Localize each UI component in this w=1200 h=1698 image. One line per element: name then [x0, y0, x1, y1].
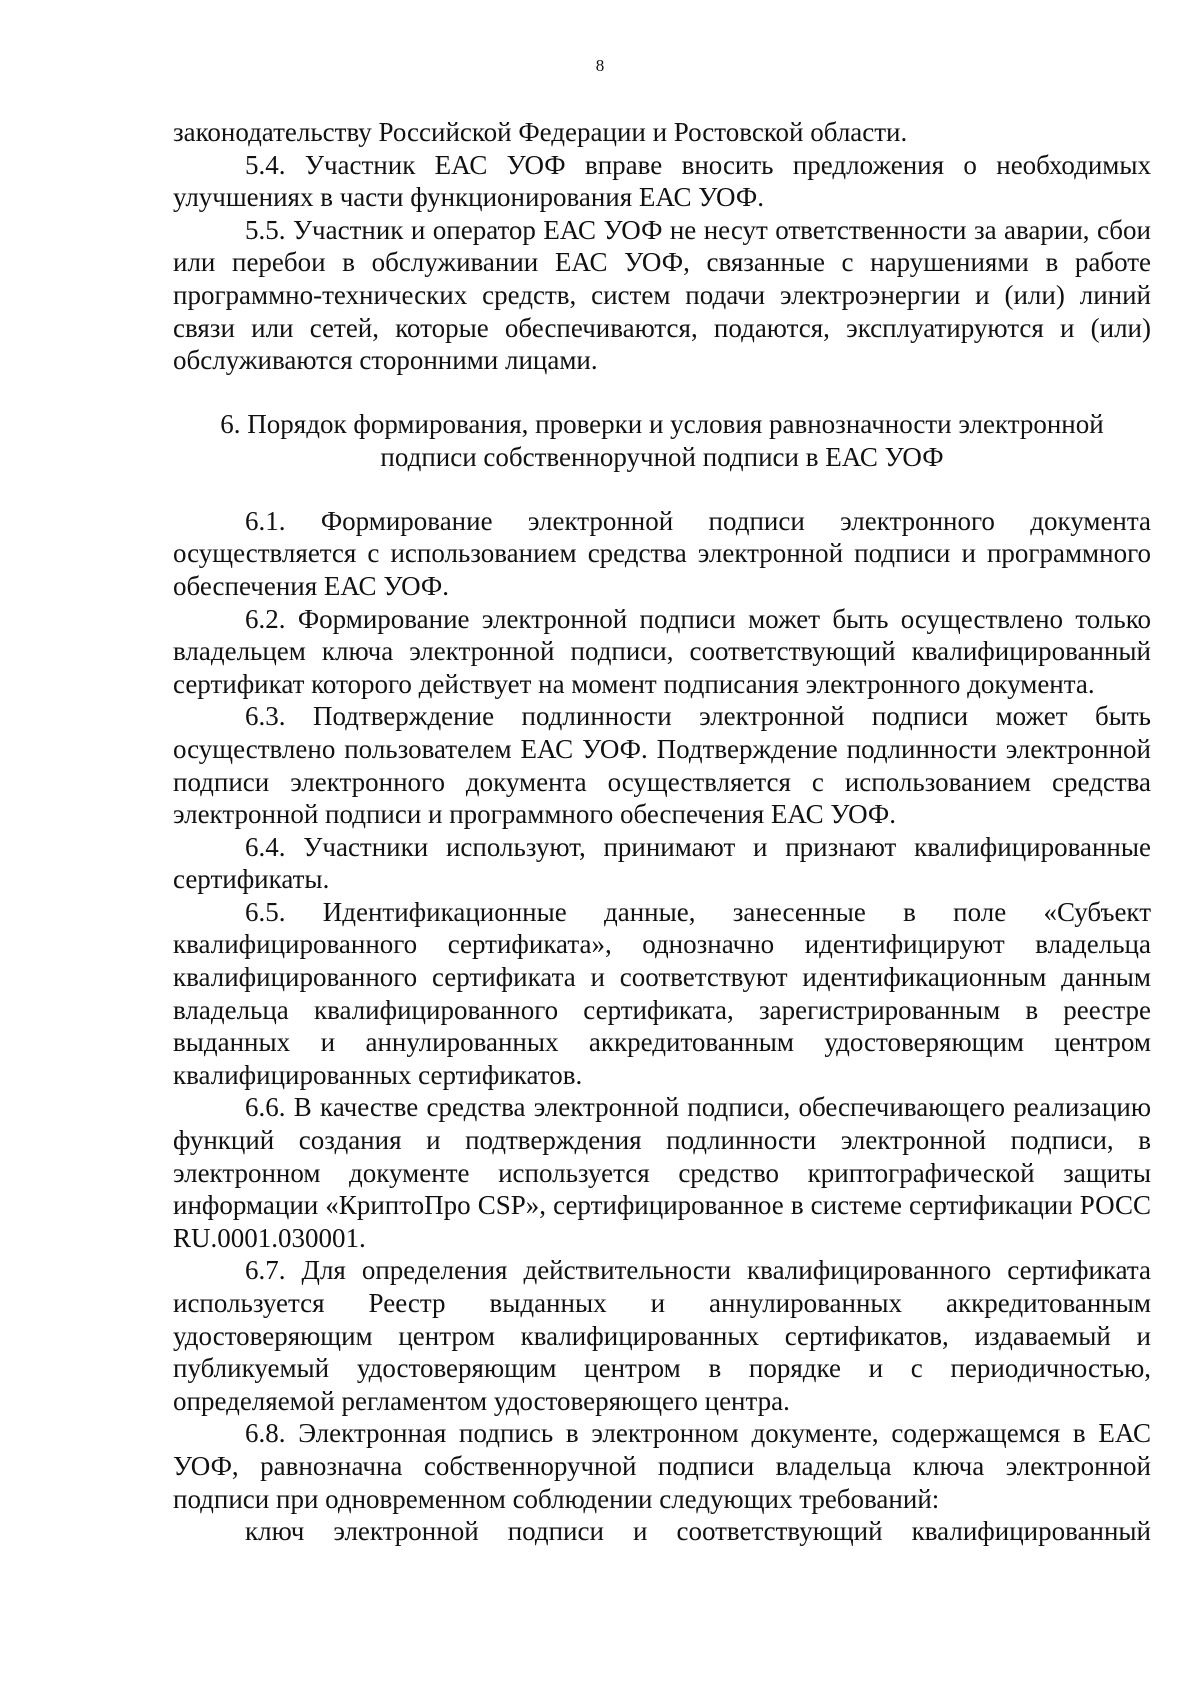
paragraph-6-6: 6.6. В качестве средства электронной подписи, обеспечивающего реализацию функций создания и подтверждения подлинности электронной подписи, в электронном документе используется средство криптографической защиты информации «КриптоПро CSP», сертифицированное в системе сертификации РОСС RU.0001.030001.: [173, 1092, 1151, 1253]
paragraph-6-4: 6.4. Участники используют, принимают и признают квалифицированные сертификаты.: [173, 831, 1151, 895]
paragraph-6-2: 6.2. Формирование электронной подписи может быть осуществлено только владельцем ключа электронной подписи, соответствующий квалифицированный сертификат которого действует на момент подписания электронного документа.: [173, 603, 1151, 699]
paragraph-5-5: 5.5. Участник и оператор ЕАС УОФ не несут ответственности за аварии, сбои или перебои в обслуживании ЕАС УОФ, связанные с нарушениями в работе программно-технических средств, систем подачи электроэнергии и (или) линий связи или сетей, которые обеспечиваются, подаются, эксплуатируются и (или) обслуживаются сторонними лицами.: [173, 214, 1151, 376]
paragraph-6-5: 6.5. Идентификационные данные, занесенные в поле «Субъект квалифицированного сертификата», однозначно идентифицируют владельца квалифицированного сертификата и соответствуют идентификационным данным владельца квалифицированного сертификата, зарегистрированным в реестре выданных и аннулированных аккредитованным удостоверяющим центром квалифицированных сертификатов.: [173, 896, 1151, 1090]
paragraph-6-8: 6.8. Электронная подпись в электронном документе, содержащемся в ЕАС УОФ, равнозначна собственноручной подписи владельца ключа электронной подписи при одновременном соблюдении следующих требований:: [173, 1418, 1151, 1514]
paragraph-continuation: законодательству Российской Федерации и Ростовской области.: [173, 117, 908, 147]
paragraph-list-item: ключ электронной подписи и соответствующий квалифицированный: [245, 1516, 1151, 1547]
paragraph-6-1: 6.1. Формирование электронной подписи электронного документа осуществляется с использованием средства электронной подписи и программного обеспечения ЕАС УОФ.: [173, 505, 1151, 601]
document-body: [173, 116, 1151, 1548]
section-heading: [173, 408, 1151, 474]
paragraph-6-3: 6.3. Подтверждение подлинности электронной подписи может быть осуществлено пользователем ЕАС УОФ. Подтверждение подлинности электронной подписи электронного документа осуществляется с использованием средства электронной подписи и программного обеспечения ЕАС УОФ.: [173, 701, 1151, 830]
page-number: 8: [595, 56, 605, 75]
paragraph-5-4: 5.4. Участник ЕАС УОФ вправе вносить предложения о необходимых улучшениях в части функционирования ЕАС УОФ.: [173, 149, 1151, 213]
paragraph-6-7: 6.7. Для определения действительности квалифицированного сертификата используется Реестр выданных и аннулированных аккредитованным удостоверяющим центром квалифицированных сертификатов, издаваемый и публикуемый удостоверяющим центром в порядке и с периодичностью, определяемой регламентом удостоверяющего центра.: [173, 1255, 1151, 1416]
section-heading-line-2: подписи собственноручной подписи в ЕАС УОФ: [380, 441, 944, 472]
section-heading-line-1: 6. Порядок формирования, проверки и условия равнозначности электронной: [220, 408, 1104, 439]
